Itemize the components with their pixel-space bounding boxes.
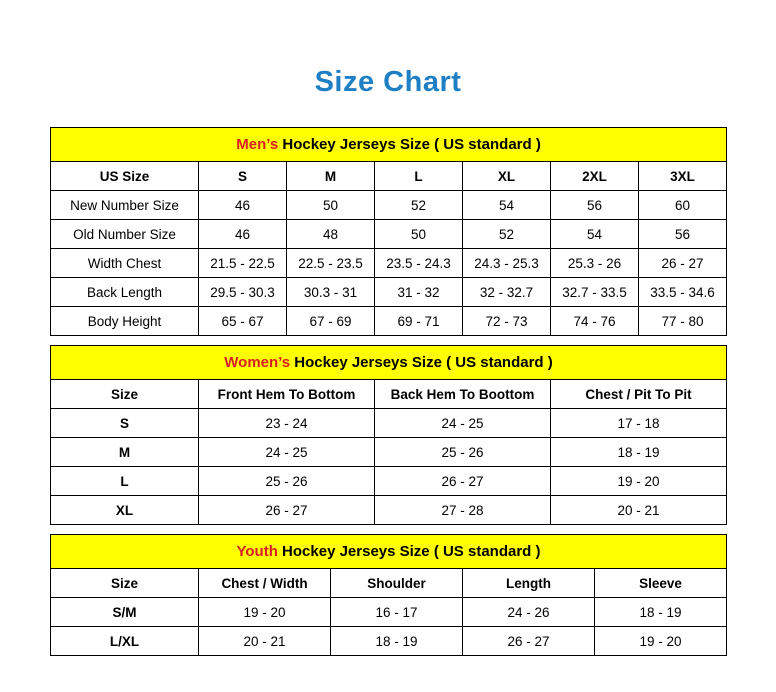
row-label: Body Height — [51, 307, 199, 336]
womens-banner-rest: Hockey Jerseys Size ( US standard ) — [290, 354, 553, 371]
table-cell: 48 — [287, 220, 375, 249]
table-cell: 54 — [551, 220, 639, 249]
row-label: L/XL — [51, 627, 199, 656]
table-cell: 22.5 - 23.5 — [287, 249, 375, 278]
table-cell: 32 - 32.7 — [463, 278, 551, 307]
table-cell: 25.3 - 26 — [551, 249, 639, 278]
womens-banner-accent: Women’s — [224, 354, 291, 371]
table-cell: 24 - 26 — [463, 598, 595, 627]
table-cell: 26 - 27 — [639, 249, 727, 278]
table-cell: 23 - 24 — [199, 409, 375, 438]
mens-banner-accent: Men’s — [236, 136, 279, 153]
womens-header-cell: Chest / Pit To Pit — [551, 380, 727, 409]
mens-header-cell: 2XL — [551, 162, 639, 191]
row-label: New Number Size — [51, 191, 199, 220]
youth-header-cell: Size — [51, 569, 199, 598]
table-row — [51, 438, 727, 467]
table-cell: 23.5 - 24.3 — [375, 249, 463, 278]
table-cell: 18 - 19 — [551, 438, 727, 467]
table-cell: 20 - 21 — [551, 496, 727, 525]
table-cell: 25 - 26 — [375, 438, 551, 467]
womens-size-table — [50, 345, 727, 525]
table-row — [51, 249, 727, 278]
table-row — [51, 307, 727, 336]
size-tables — [50, 97, 726, 656]
table-cell: 74 - 76 — [551, 307, 639, 336]
table-cell: 56 — [639, 220, 727, 249]
table-cell: 26 - 27 — [199, 496, 375, 525]
table-cell: 52 — [375, 191, 463, 220]
table-spacer — [50, 525, 726, 534]
table-row — [51, 598, 727, 627]
table-cell: 19 - 20 — [551, 467, 727, 496]
table-cell: 27 - 28 — [375, 496, 551, 525]
table-cell: 30.3 - 31 — [287, 278, 375, 307]
page-title: Size Chart — [314, 66, 462, 98]
mens-header-cell: L — [375, 162, 463, 191]
table-row — [51, 220, 727, 249]
table-cell: 18 - 19 — [595, 598, 727, 627]
mens-size-table — [50, 127, 727, 336]
table-cell: 24 - 25 — [199, 438, 375, 467]
womens-header-cell: Size — [51, 380, 199, 409]
table-cell: 77 - 80 — [639, 307, 727, 336]
table-cell: 52 — [463, 220, 551, 249]
mens-header-row — [51, 162, 727, 191]
womens-header-cell: Front Hem To Bottom — [199, 380, 375, 409]
table-cell: 24 - 25 — [375, 409, 551, 438]
table-cell: 67 - 69 — [287, 307, 375, 336]
table-cell: 19 - 20 — [595, 627, 727, 656]
table-row — [51, 191, 727, 220]
row-label: S — [51, 409, 199, 438]
youth-header-cell: Shoulder — [331, 569, 463, 598]
mens-banner-cell — [51, 128, 727, 162]
table-cell: 26 - 27 — [463, 627, 595, 656]
table-cell: 16 - 17 — [331, 598, 463, 627]
table-cell: 69 - 71 — [375, 307, 463, 336]
table-cell: 72 - 73 — [463, 307, 551, 336]
womens-header-row — [51, 380, 727, 409]
youth-header-cell: Length — [463, 569, 595, 598]
table-cell: 24.3 - 25.3 — [463, 249, 551, 278]
youth-header-row — [51, 569, 727, 598]
table-cell: 17 - 18 — [551, 409, 727, 438]
table-cell: 31 - 32 — [375, 278, 463, 307]
table-cell: 32.7 - 33.5 — [551, 278, 639, 307]
table-cell: 25 - 26 — [199, 467, 375, 496]
mens-header-cell: S — [199, 162, 287, 191]
mens-header-cell: XL — [463, 162, 551, 191]
womens-banner-row — [51, 346, 727, 380]
table-row — [51, 627, 727, 656]
youth-banner-row — [51, 535, 727, 569]
table-row — [51, 467, 727, 496]
table-cell: 60 — [639, 191, 727, 220]
mens-header-cell: 3XL — [639, 162, 727, 191]
youth-header-cell: Chest / Width — [199, 569, 331, 598]
row-label: XL — [51, 496, 199, 525]
mens-banner-row — [51, 128, 727, 162]
youth-banner-cell — [51, 535, 727, 569]
table-cell: 50 — [375, 220, 463, 249]
mens-banner-rest: Hockey Jerseys Size ( US standard ) — [278, 136, 541, 153]
table-cell: 20 - 21 — [199, 627, 331, 656]
row-label: Width Chest — [51, 249, 199, 278]
table-cell: 50 — [287, 191, 375, 220]
table-cell: 18 - 19 — [331, 627, 463, 656]
table-cell: 29.5 - 30.3 — [199, 278, 287, 307]
youth-header-cell: Sleeve — [595, 569, 727, 598]
mens-header-cell: US Size — [51, 162, 199, 191]
row-label: Old Number Size — [51, 220, 199, 249]
table-cell: 46 — [199, 191, 287, 220]
row-label: Back Length — [51, 278, 199, 307]
table-row — [51, 409, 727, 438]
row-label: L — [51, 467, 199, 496]
table-spacer — [50, 336, 726, 345]
table-cell: 33.5 - 34.6 — [639, 278, 727, 307]
youth-size-table — [50, 534, 727, 656]
row-label: M — [51, 438, 199, 467]
table-cell: 56 — [551, 191, 639, 220]
youth-banner-accent: Youth — [236, 543, 278, 560]
table-cell: 65 - 67 — [199, 307, 287, 336]
womens-banner-cell — [51, 346, 727, 380]
table-cell: 19 - 20 — [199, 598, 331, 627]
table-row — [51, 496, 727, 525]
table-cell: 54 — [463, 191, 551, 220]
row-label: S/M — [51, 598, 199, 627]
youth-banner-rest: Hockey Jerseys Size ( US standard ) — [277, 543, 541, 560]
table-cell: 21.5 - 22.5 — [199, 249, 287, 278]
table-cell: 26 - 27 — [375, 467, 551, 496]
womens-header-cell: Back Hem To Boottom — [375, 380, 551, 409]
table-row — [51, 278, 727, 307]
table-cell: 46 — [199, 220, 287, 249]
mens-header-cell: M — [287, 162, 375, 191]
